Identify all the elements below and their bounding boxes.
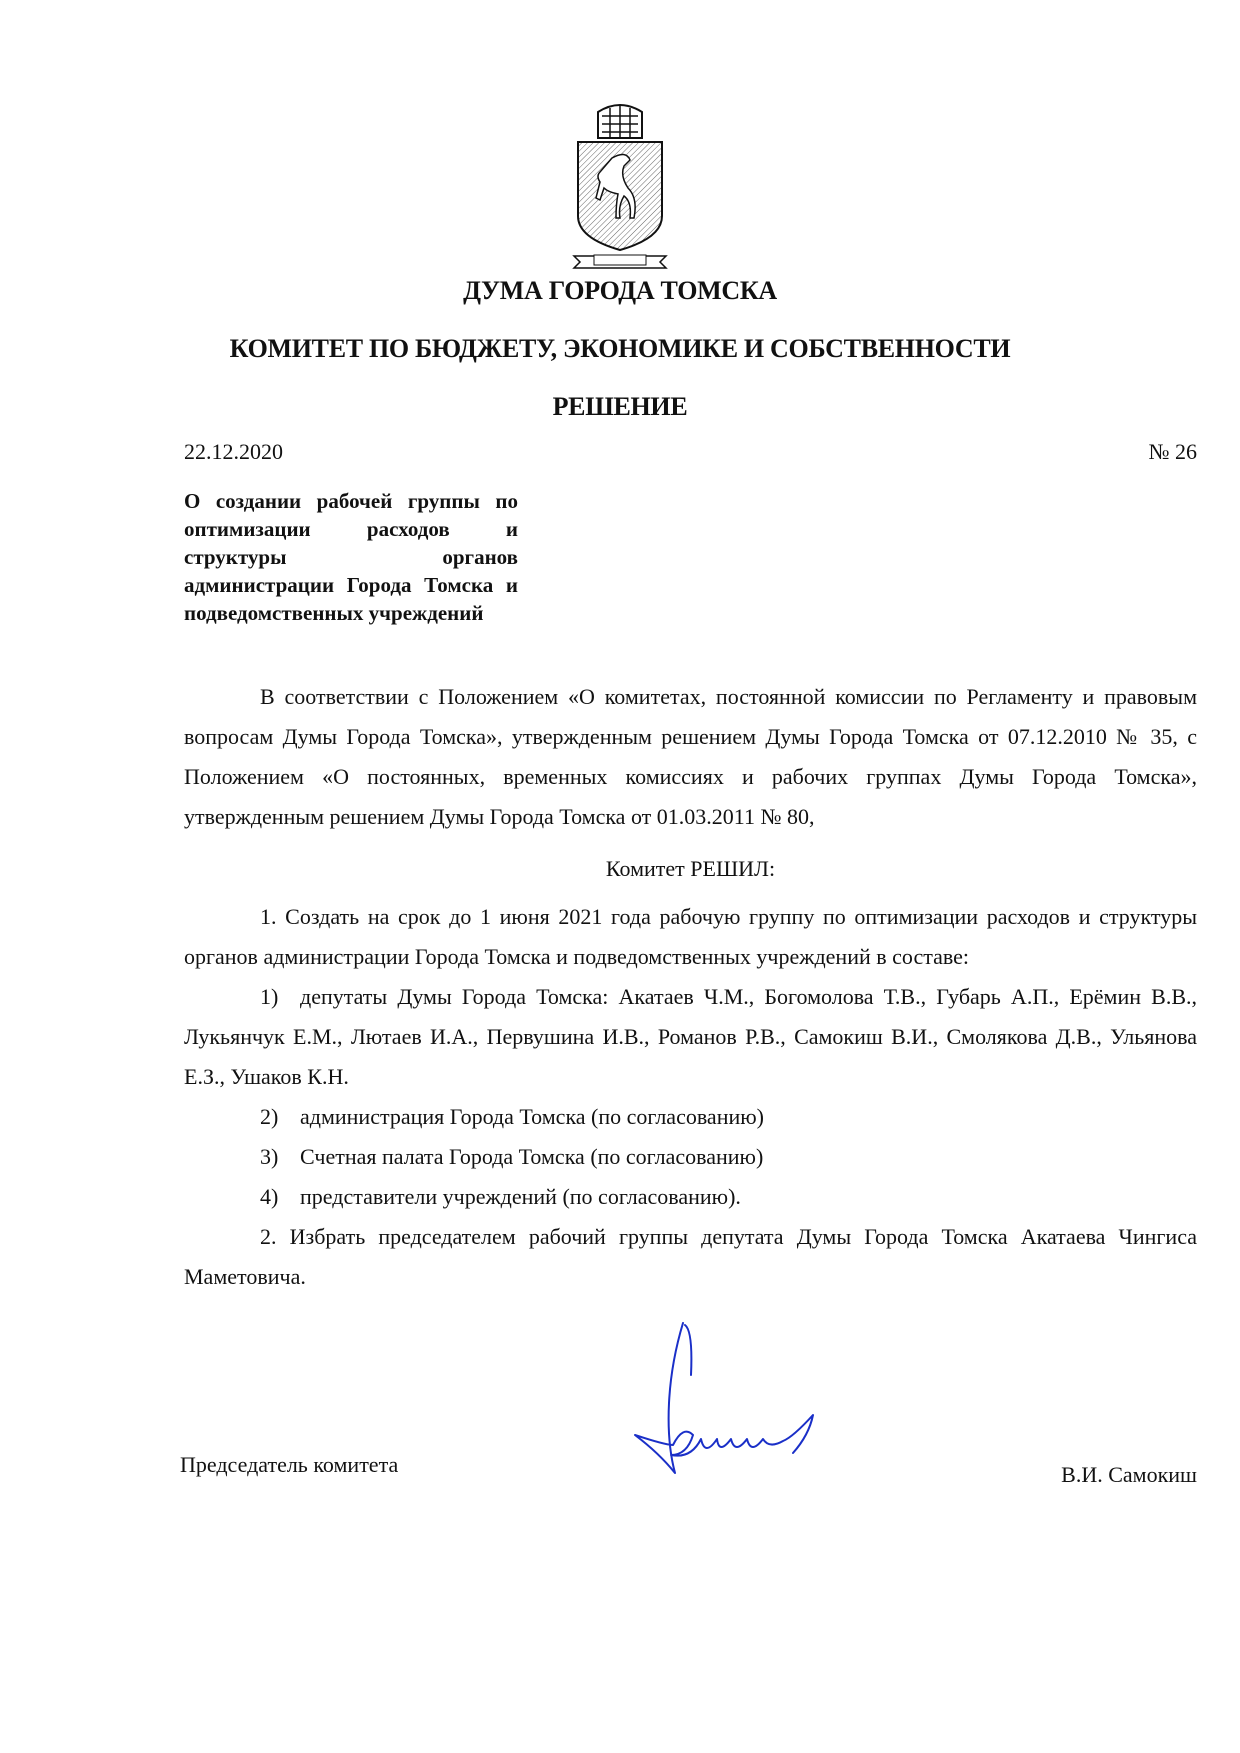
signature-row xyxy=(180,1317,1197,1492)
point-2-paragraph: 2. Избрать председателем рабочий группы депутата Думы Города Томска Акатаева Чингиса Маметовича. xyxy=(184,1224,1197,1289)
committee-title: КОМИТЕТ ПО БЮДЖЕТУ, ЭКОНОМИКЕ И СОБСТВЕННОСТИ xyxy=(229,334,1011,363)
document-type: РЕШЕНИЕ xyxy=(552,392,688,421)
member-text: администрация Города Томска (по согласованию) xyxy=(300,1104,765,1129)
document-date: 22.12.2020 xyxy=(184,439,283,464)
preamble-paragraph: В соответствии с Положением «О комитетах, постоянной комиссии по Регламенту и правовым вопросам Думы Города Томска», утвержденным решением Думы Города Томска от 07.12.2010 № 35, с Положением «О постоянных, временных комиссиях и рабочих группах Думы Города Томска», утвержденным решением Думы Города Томска от 01.03.2011 № 80, xyxy=(184,684,1197,829)
org-title: ДУМА ГОРОДА ТОМСКА xyxy=(463,276,777,305)
member-item-2 xyxy=(184,1097,1197,1137)
member-item-1 xyxy=(184,977,1197,1097)
point-1-paragraph: 1. Создать на срок до 1 июня 2021 года рабочую группу по оптимизации расходов и структуры органов администрации Города Томска и подведомственных учреждений в составе: xyxy=(184,904,1197,969)
member-number: 2) xyxy=(260,1104,279,1129)
date-number-row xyxy=(184,429,1197,467)
member-text: представители учреждений (по согласованию). xyxy=(300,1184,741,1209)
member-text: Счетная палата Города Томска (по согласованию) xyxy=(300,1144,764,1169)
member-number: 3) xyxy=(260,1144,279,1169)
member-text: депутаты Думы Города Томска: Акатаев Ч.М., Богомолова Т.В., Губарь А.П., Ерёмин В.В., Лукьянчук Е.М., Лютаев И.А., Первушина И.В., Романов Р.В., Самокиш В.И., Смолякова Д.В., Ульянова Е.З., Ушаков К.Н. xyxy=(184,984,1197,1089)
signatory-name: В.И. Самокиш xyxy=(1061,1462,1197,1487)
handwritten-signature xyxy=(625,1317,835,1492)
city-emblem xyxy=(564,98,676,270)
member-number: 1) xyxy=(260,984,279,1009)
member-item-4 xyxy=(184,1177,1197,1217)
crown-icon xyxy=(598,105,642,138)
document-number: № 26 xyxy=(1148,439,1197,464)
document-subject: О создании рабочей группы по оптимизации расходов и структуры органов администрации Города Томска и подведомственных учреждений xyxy=(184,489,518,625)
member-number: 4) xyxy=(260,1184,279,1209)
signatory-position: Председатель комитета xyxy=(180,1452,399,1477)
member-item-3 xyxy=(184,1137,1197,1177)
resolved-heading: Комитет РЕШИЛ: xyxy=(605,856,776,881)
